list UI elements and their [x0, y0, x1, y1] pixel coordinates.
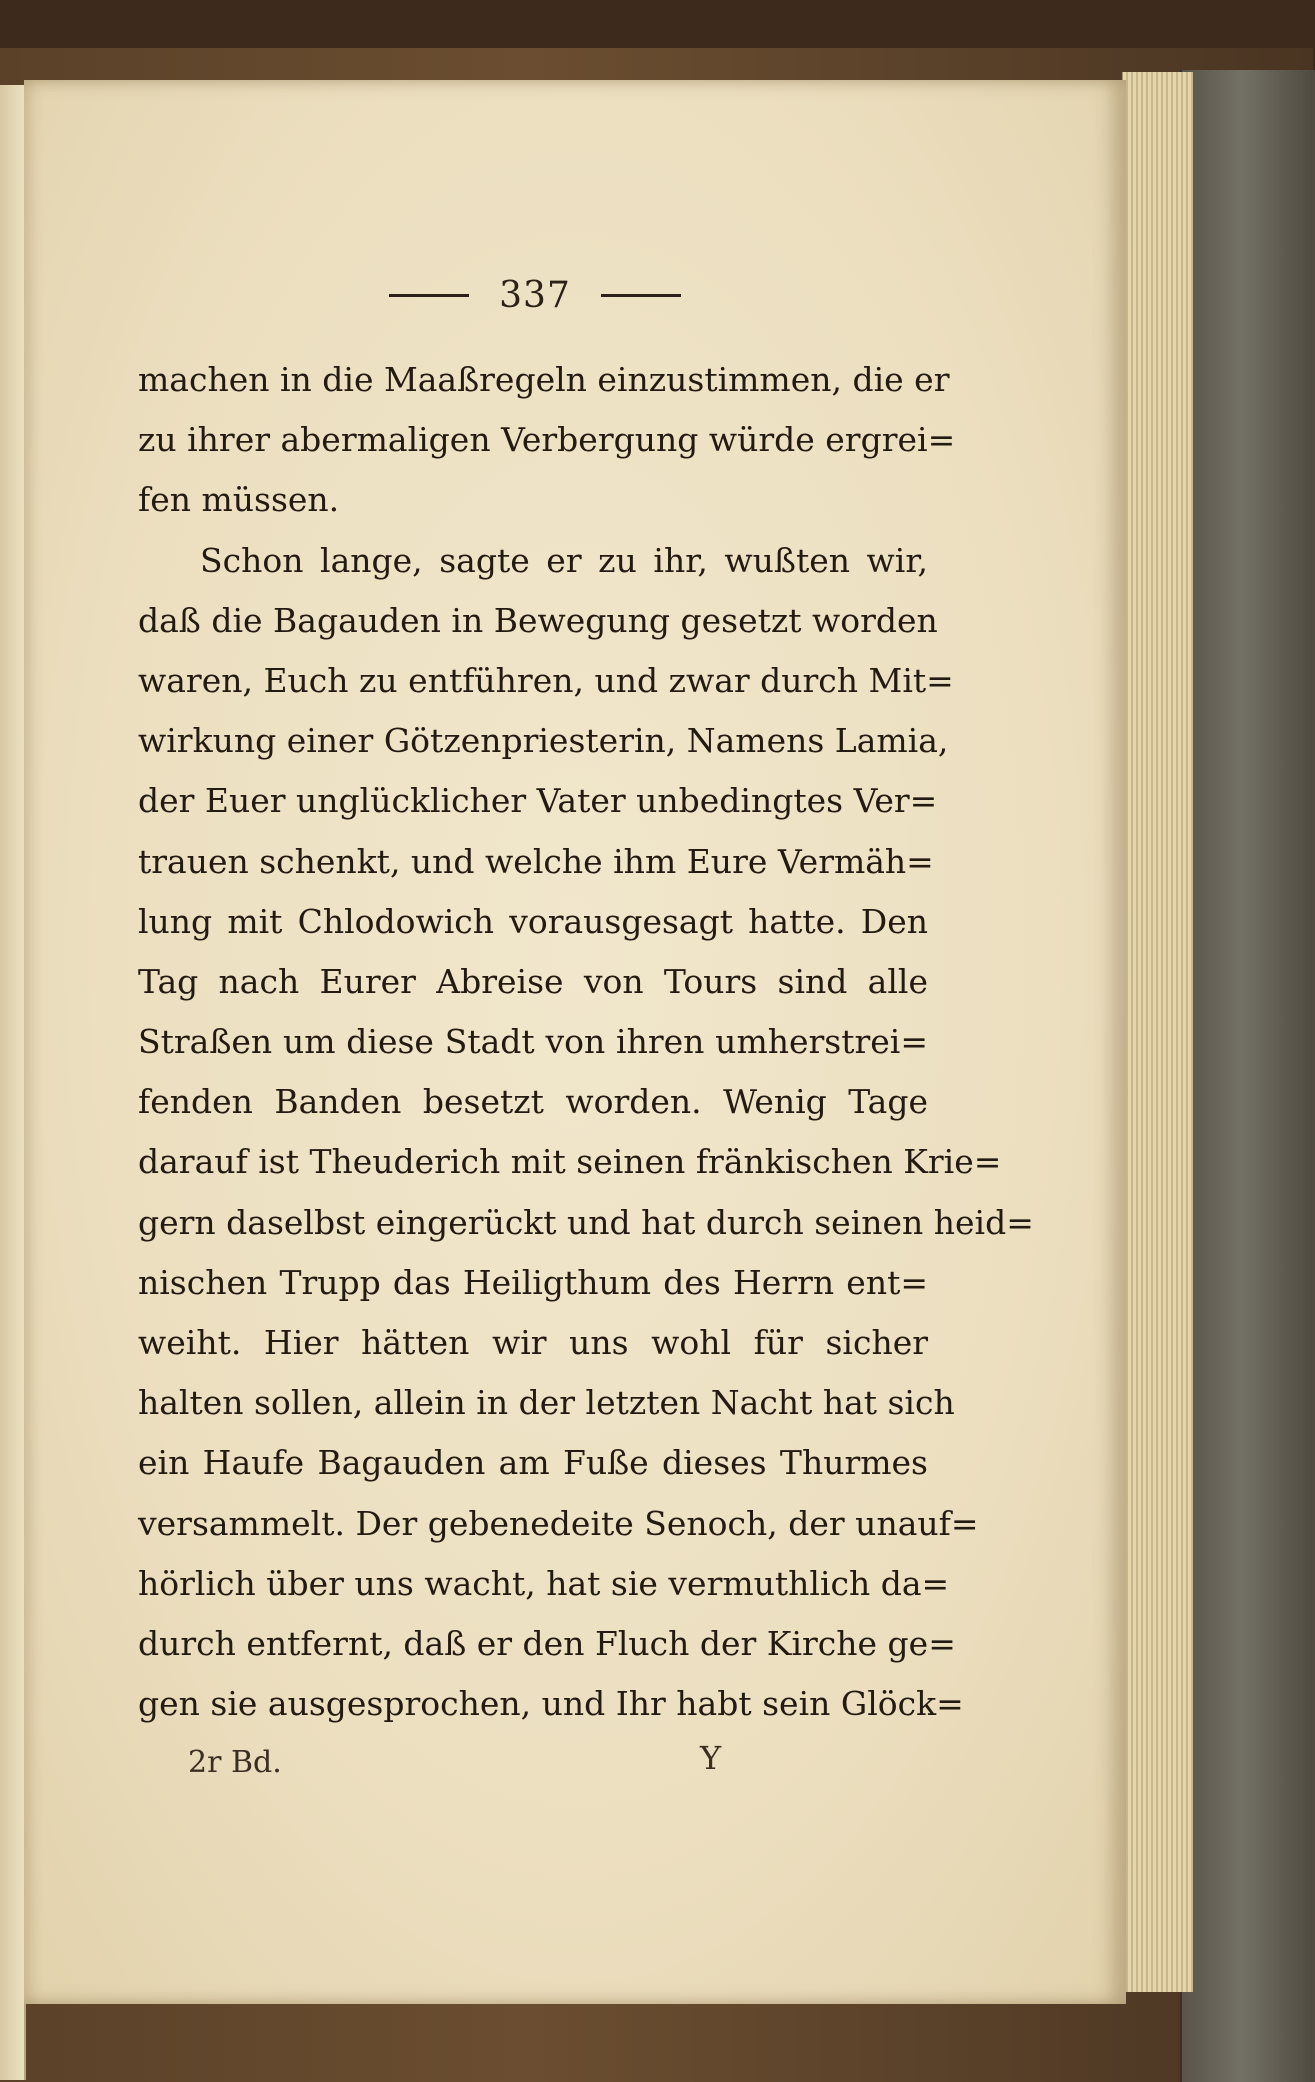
text-line: machen in die Maaßregeln einzustimmen, die er [138, 360, 950, 399]
text-line: fenden Banden besetzt worden. Wenig Tage [138, 1082, 928, 1122]
text-line: gen sie ausgesprochen, und Ihr habt sein Glöck= [138, 1684, 964, 1724]
text-line: Tag nach Eurer Abreise von Tours sind alle [138, 961, 928, 1001]
text-line: trauen schenkt, und welche ihm Eure Vermäh= [138, 841, 934, 881]
signature-mark: Y [700, 1739, 722, 1777]
text-line: gern daselbst eingerückt und hat durch seinen heid= [138, 1202, 1034, 1242]
text-line: Schon lange, sagte er zu ihr, wußten wir, [200, 540, 928, 580]
text-line: ein Haufe Bagauden am Fuße dieses Thurmes [138, 1443, 928, 1483]
page-header [370, 270, 700, 320]
text-line: versammelt. Der gebenedeite Senoch, der unauf= [138, 1503, 979, 1543]
book-cover-right [1180, 70, 1315, 2082]
left-page-edge [0, 85, 26, 2080]
text-line: wirkung einer Götzenpriesterin, Namens Lamia, [138, 721, 949, 761]
page-footer [188, 1739, 748, 1795]
header-rule-left [389, 294, 469, 297]
text-line: waren, Euch zu entführen, und zwar durch Mit= [138, 660, 954, 700]
text-line: fen müssen. [138, 480, 340, 520]
text-line: Straßen um diese Stadt von ihren umherstrei= [138, 1022, 928, 1062]
text-line: hörlich über uns wacht, hat sie vermuthlich da= [138, 1563, 950, 1603]
text-line: lung mit Chlodowich vorausgesagt hatte. Den [138, 901, 928, 941]
volume-mark: 2r Bd. [188, 1745, 282, 1780]
text-line: nischen Trupp das Heiligthum des Herrn ent= [138, 1262, 928, 1302]
body-text [138, 350, 1034, 1734]
text-line: weiht. Hier hätten wir uns wohl für sicher [138, 1323, 928, 1362]
text-line: halten sollen, allein in der letzten Nacht hat sich [138, 1383, 955, 1423]
page-number: 337 [499, 274, 571, 316]
text-line: daß die Bagauden in Bewegung gesetzt worden [138, 600, 938, 640]
page-stack-edges [1122, 72, 1193, 1992]
text-line: zu ihrer abermaligen Verbergung würde ergrei= [138, 420, 956, 460]
text-line: darauf ist Theuderich mit seinen fränkischen Krie= [138, 1142, 1002, 1182]
header-rule-right [601, 294, 681, 297]
text-line: der Euer unglücklicher Vater unbedingtes Ver= [138, 781, 938, 821]
text-line: durch entfernt, daß er den Fluch der Kirche ge= [138, 1623, 956, 1663]
